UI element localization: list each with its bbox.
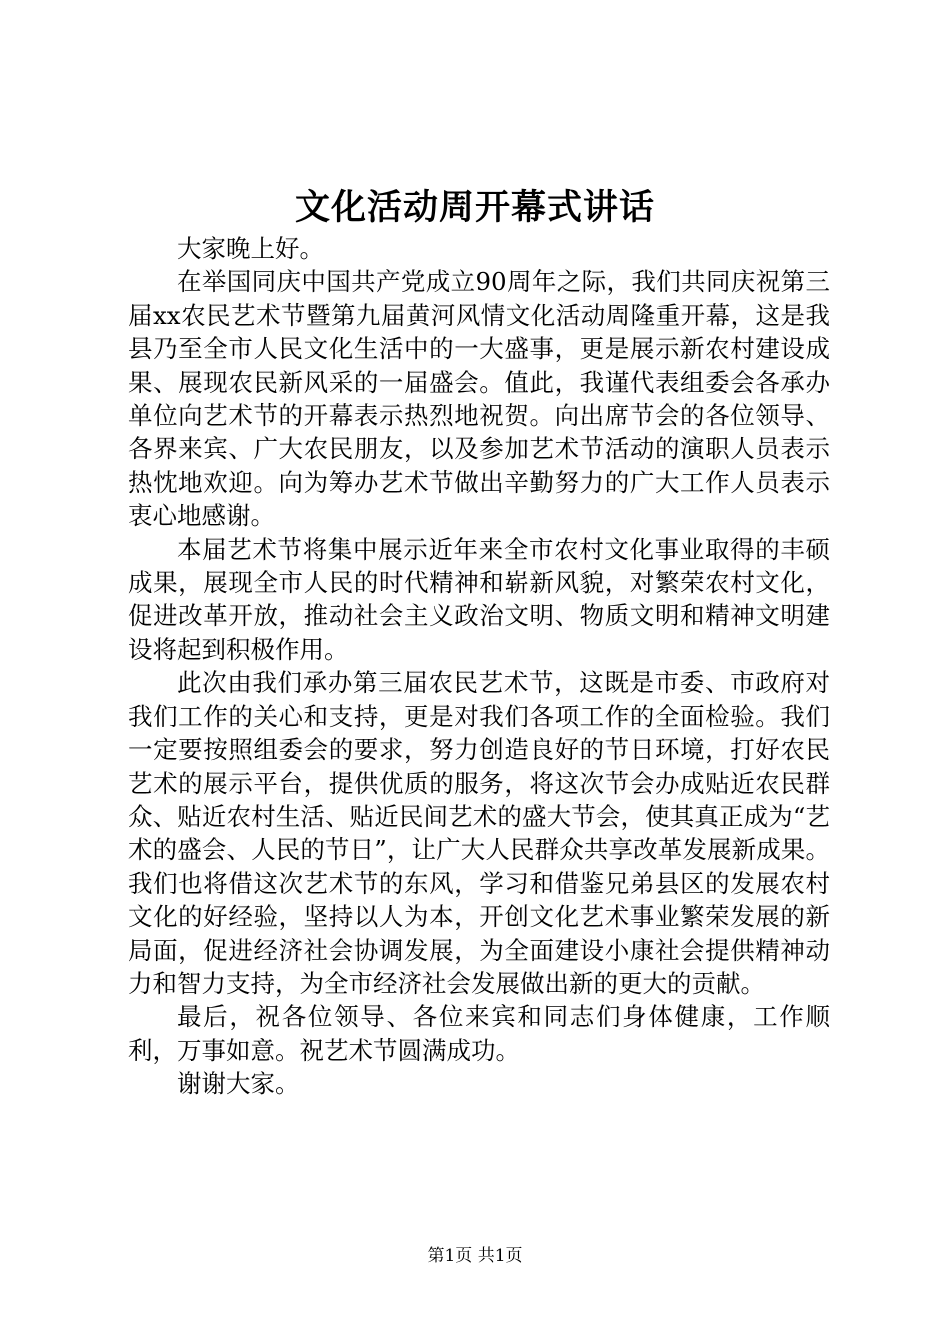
paragraph-closing-wishes: 最后，祝各位领导、各位来宾和同志们身体健康，工作顺利，万事如意。祝艺术节圆满成功。 xyxy=(128,1002,830,1065)
document-title: 文化活动周开幕式讲话 xyxy=(294,187,655,228)
page-number-footer: 第1页 共1页 xyxy=(427,1246,523,1266)
paragraph-commitment: 此次由我们承办第三届农民艺术节，这既是市委、市政府对我们工作的关心和支持，更是对我们各项工作的全面检验。我们一定要按照组委会的要求，努力创造良好的节日环境，打好农民艺术的展示平台，提供优质的服务，将这次节会办成贴近农民群众、贴近农村生活、贴近民间艺术的盛大节会，使其真正成为“艺术的盛会、人民的节日”，让广大人民群众共享改革发展新成果。我们也将借这次艺术节的东风，学习和借鉴兄弟县区的发展农村文化的好经验，坚持以人为本，开创文化艺术事业繁荣发展的新局面，促进经济社会协调发展，为全面建设小康社会提供精神动力和智力支持，为全市经济社会发展做出新的更大的贡献。 xyxy=(128,668,830,998)
paragraph-greeting: 大家晚上好。 xyxy=(177,234,324,263)
paragraph-festival-goals: 本届艺术节将集中展示近年来全市农村文化事业取得的丰硕成果，展现全市人民的时代精神和崭新风貌，对繁荣农村文化，促进改革开放，推动社会主义政治文明、物质文明和精神文明建设将起到积极作用。 xyxy=(128,534,830,664)
paragraph-opening: 在举国同庆中国共产党成立90周年之际，我们共同庆祝第三届xx农民艺术节暨第九届黄河风情文化活动周隆重开幕，这是我县乃至全市人民文化生活中的一大盛事，更是展示新农村建设成果、展现农民新风采的一届盛会。值此，我谨代表组委会各承办单位向艺术节的开幕表示热烈地祝贺。向出席节会的各位领导、各界来宾、广大农民朋友，以及参加艺术节活动的演职人员表示热忱地欢迎。向为筹办艺术节做出辛勤努力的广大工作人员表示衷心地感谢。 xyxy=(128,267,830,531)
paragraph-thanks: 谢谢大家。 xyxy=(177,1069,300,1099)
document-body xyxy=(128,232,830,1101)
